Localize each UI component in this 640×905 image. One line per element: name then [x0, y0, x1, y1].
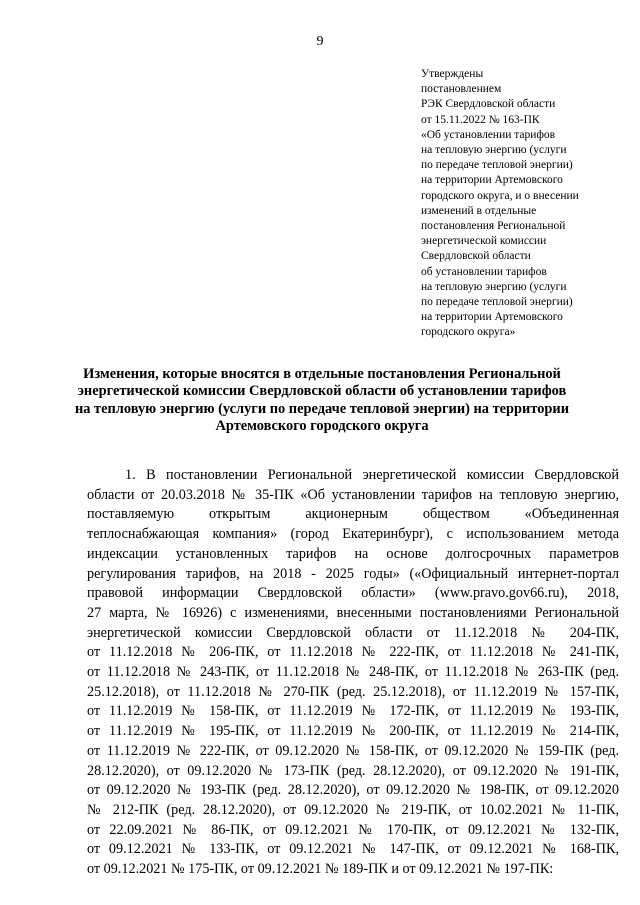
body-line: 25.12.2018), от 11.12.2018 № 270-ПК (ред. 25.12.2018), от 11.12.2019 № 157-ПК, — [87, 683, 619, 700]
body-line: от 11.12.2019 № 158-ПК, от 11.12.2019 № 172-ПК, от 11.12.2019 № 193-ПК, — [87, 703, 619, 720]
body-line: поставляемую открытым акционерным обществом «Объединенная — [87, 506, 619, 523]
approval-line: городского округа, и о внесении — [421, 189, 579, 202]
body-line: от 22.09.2021 № 86-ПК, от 09.12.2021 № 170-ПК, от 09.12.2021 № 132-ПК, — [87, 821, 619, 838]
body-line: теплоснабжающая компания» (город Екатеринбург), с использованием метода — [87, 526, 619, 543]
approval-line: об установлении тарифов — [421, 265, 547, 278]
approval-line: Свердловской области — [421, 250, 531, 263]
body-line: от 09.12.2020 № 193-ПК (ред. 28.12.2020), от 09.12.2020 № 198-ПК, от 09.12.2020 — [87, 782, 619, 799]
approval-line: на территории Артемовского — [421, 174, 563, 187]
body-line: 1. В постановлении Региональной энергетической комиссии Свердловской — [125, 467, 619, 483]
title-line: энергетической комиссии Свердловской области об установлении тарифов — [77, 383, 567, 400]
body-line: регулирования тарифов, на 2018 - 2025 годы» («Официальный интернет-портал — [87, 565, 619, 582]
body-line: области от 20.03.2018 № 35-ПК «Об установлении тарифов на тепловую энергию, — [87, 486, 619, 503]
page-number: 9 — [316, 34, 324, 49]
title-line: Изменения, которые вносятся в отдельные постановления Региональной — [83, 366, 561, 382]
approval-line: от 15.11.2022 № 163-ПК — [421, 113, 540, 126]
approval-line: РЭК Свердловской области — [421, 98, 556, 111]
body-line: от 09.12.2021 № 175-ПК, от 09.12.2021 № 189-ПК и от 09.12.2021 № 197-ПК: — [87, 861, 554, 878]
body-line: от 11.12.2019 № 195-ПК, от 11.12.2019 № 200-ПК, от 11.12.2019 № 214-ПК, — [87, 723, 619, 740]
body-line: от 09.12.2021 № 133-ПК, от 09.12.2021 № 147-ПК, от 09.12.2021 № 168-ПК, — [87, 841, 619, 858]
body-paragraph — [87, 466, 619, 880]
approval-line: энергетической комиссии — [421, 235, 547, 248]
approval-line: по передаче тепловой энергии) — [421, 296, 573, 309]
approval-line: на территории Артемовского — [421, 311, 563, 324]
approval-line: «Об установлении тарифов — [421, 128, 556, 141]
approval-line: постановления Региональной — [421, 220, 566, 233]
approval-line: на тепловую энергию (услуги — [421, 280, 567, 293]
title-line: Артемовского городского округа — [215, 417, 429, 434]
approval-line: по передаче тепловой энергии) — [421, 159, 573, 172]
body-line: правовой информации Свердловской области» (www.pravo.gov66.ru), 2018, — [87, 585, 619, 602]
approval-line: городского округа» — [421, 326, 516, 339]
approval-line: Утверждены — [421, 68, 484, 80]
body-line: энергетической комиссии Свердловской области от 11.12.2018 № 204-ПК, — [87, 624, 619, 641]
body-line: от 11.12.2018 № 206-ПК, от 11.12.2018 № 222-ПК, от 11.12.2018 № 241-ПК, — [87, 644, 619, 661]
body-line: индексации установленных тарифов на основе долгосрочных параметров — [87, 545, 619, 562]
body-line: 28.12.2020), от 09.12.2020 № 173-ПК (ред. 28.12.2020), от 09.12.2020 № 191-ПК, — [87, 762, 619, 779]
body-line: № 212-ПК (ред. 28.12.2020), от 09.12.2020 № 219-ПК, от 10.02.2021 № 11-ПК, — [87, 801, 619, 818]
approval-line: изменений в отдельные — [421, 204, 537, 217]
body-line: 27 марта, № 16926) с изменениями, внесенными постановлениями Региональной — [87, 604, 619, 621]
body-line: от 11.12.2018 № 243-ПК, от 11.12.2018 № 248-ПК, от 11.12.2018 № 263-ПК (ред. — [87, 664, 619, 681]
body-line: от 11.12.2019 № 222-ПК, от 09.12.2020 № 158-ПК, от 09.12.2020 № 159-ПК (ред. — [87, 742, 619, 759]
approval-line: на тепловую энергию (услуги — [421, 144, 567, 157]
approval-line: постановлением — [421, 83, 502, 96]
approval-block — [421, 67, 636, 341]
document-title — [72, 366, 572, 435]
title-line: на тепловую энергию (услуги по передаче тепловой энергии) на территории — [74, 400, 570, 417]
